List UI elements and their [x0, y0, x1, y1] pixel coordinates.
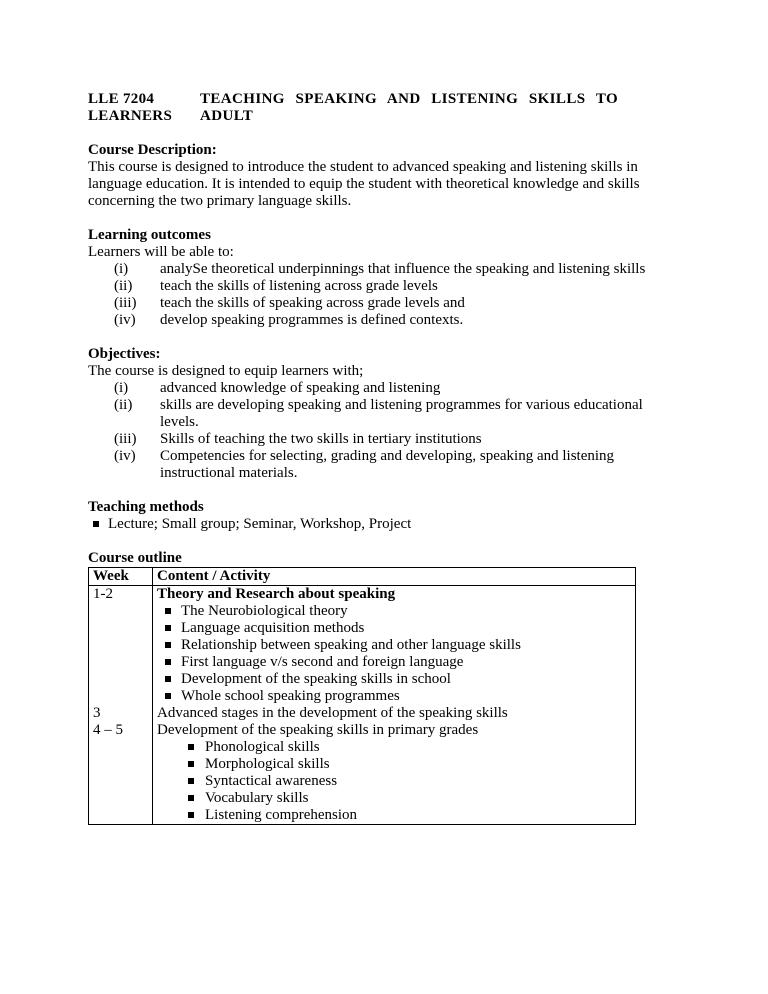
item-text: Skills of teaching the two skills in tertiary institutions [160, 431, 482, 447]
objectives-list [88, 380, 648, 482]
item-text: Syntactical awareness [205, 773, 338, 789]
column-header-content: Content / Activity [153, 568, 636, 586]
row-title: Theory and Research about speaking [157, 586, 396, 602]
list-item [157, 773, 631, 790]
list-item [157, 739, 631, 756]
content-cell [153, 705, 636, 722]
teaching-methods-list [88, 516, 648, 533]
list-item [157, 807, 631, 824]
course-description-heading: Course Description: [88, 142, 217, 158]
bullet-icon [188, 778, 194, 784]
teaching-methods-section [88, 499, 648, 533]
row-bullet-list [157, 739, 631, 824]
item-text: Relationship between speaking and other language skills [181, 637, 521, 653]
week-cell: 1-2 [89, 586, 153, 706]
item-text: Morphological skills [205, 756, 330, 772]
course-title-continuation: LEARNERS [88, 108, 173, 124]
item-text: skills are developing speaking and listening programmes for various educational levels. [160, 397, 643, 430]
course-description-section [88, 142, 648, 210]
table-header-row [89, 568, 636, 586]
table-row [89, 586, 636, 706]
course-code: LLE 7204 [88, 91, 155, 107]
bullet-icon [188, 744, 194, 750]
content-cell [153, 586, 636, 706]
item-text: advanced knowledge of speaking and listening [160, 380, 441, 396]
item-text: First language v/s second and foreign language [181, 654, 464, 670]
list-item [88, 380, 648, 397]
list-item [157, 688, 631, 705]
item-number: (i) [114, 261, 129, 277]
column-header-week: Week [89, 568, 153, 586]
table-row [89, 722, 636, 825]
learning-outcomes-section [88, 227, 648, 329]
learning-outcomes-list [88, 261, 648, 329]
list-item [88, 516, 648, 533]
list-item [157, 654, 631, 671]
item-number: (ii) [114, 278, 133, 294]
row-bullet-list [157, 603, 631, 705]
course-outline-table [88, 567, 636, 825]
week-cell: 3 [89, 705, 153, 722]
item-number: (ii) [114, 397, 133, 413]
document-page [88, 91, 648, 825]
list-item [157, 790, 631, 807]
bullet-icon [165, 659, 171, 665]
list-item [157, 671, 631, 688]
bullet-icon [165, 608, 171, 614]
objectives-intro: The course is designed to equip learners with; [88, 363, 364, 379]
item-text: analySe theoretical underpinnings that influence the speaking and listening skills [160, 261, 646, 277]
list-item [88, 312, 648, 329]
list-item [157, 620, 631, 637]
item-text: Lecture; Small group; Seminar, Workshop, Project [108, 516, 412, 532]
list-item [88, 261, 648, 278]
course-title [88, 91, 648, 125]
teaching-methods-heading: Teaching methods [88, 499, 204, 515]
objectives-heading: Objectives: [88, 346, 161, 362]
item-text: develop speaking programmes is defined contexts. [160, 312, 464, 328]
learning-outcomes-heading: Learning outcomes [88, 227, 211, 243]
list-item [88, 295, 648, 312]
list-item [88, 278, 648, 295]
bullet-icon [93, 521, 99, 527]
bullet-icon [165, 625, 171, 631]
course-outline-section [88, 550, 648, 825]
row-title: Development of the speaking skills in primary grades [157, 722, 479, 738]
bullet-icon [188, 795, 194, 801]
course-description-text: This course is designed to introduce the student to advanced speaking and listening skills in language education. It is intended to equip the student with theoretical knowledge and skills concerning the two primary language skills. [88, 159, 640, 209]
content-cell [153, 722, 636, 825]
row-title: Advanced stages in the development of the speaking skills [157, 705, 508, 721]
list-item [88, 397, 648, 431]
list-item [157, 637, 631, 654]
item-number: (iii) [114, 431, 137, 447]
week-cell: 4 – 5 [89, 722, 153, 825]
course-outline-heading: Course outline [88, 550, 182, 566]
item-text: Vocabulary skills [205, 790, 309, 806]
item-text: teach the skills of speaking across grade levels and [160, 295, 465, 311]
objectives-section [88, 346, 648, 482]
table-row [89, 705, 636, 722]
list-item [88, 448, 648, 482]
course-title-text: TEACHING SPEAKING AND LISTENING SKILLS TO ADULT [200, 91, 619, 124]
item-number: (iv) [114, 448, 136, 464]
item-text: teach the skills of listening across grade levels [160, 278, 438, 294]
item-number: (i) [114, 380, 129, 396]
bullet-icon [165, 676, 171, 682]
item-text: Phonological skills [205, 739, 320, 755]
list-item [157, 603, 631, 620]
item-text: Competencies for selecting, grading and developing, speaking and listening instructional materials. [160, 448, 615, 481]
list-item [157, 756, 631, 773]
item-text: The Neurobiological theory [181, 603, 348, 619]
item-text: Whole school speaking programmes [181, 688, 400, 704]
item-number: (iii) [114, 295, 137, 311]
bullet-icon [165, 642, 171, 648]
bullet-icon [188, 761, 194, 767]
list-item [88, 431, 648, 448]
item-text: Development of the speaking skills in school [181, 671, 451, 687]
item-text: Listening comprehension [205, 807, 358, 823]
learning-outcomes-intro: Learners will be able to: [88, 244, 234, 260]
bullet-icon [165, 693, 171, 699]
item-number: (iv) [114, 312, 136, 328]
item-text: Language acquisition methods [181, 620, 365, 636]
bullet-icon [188, 812, 194, 818]
